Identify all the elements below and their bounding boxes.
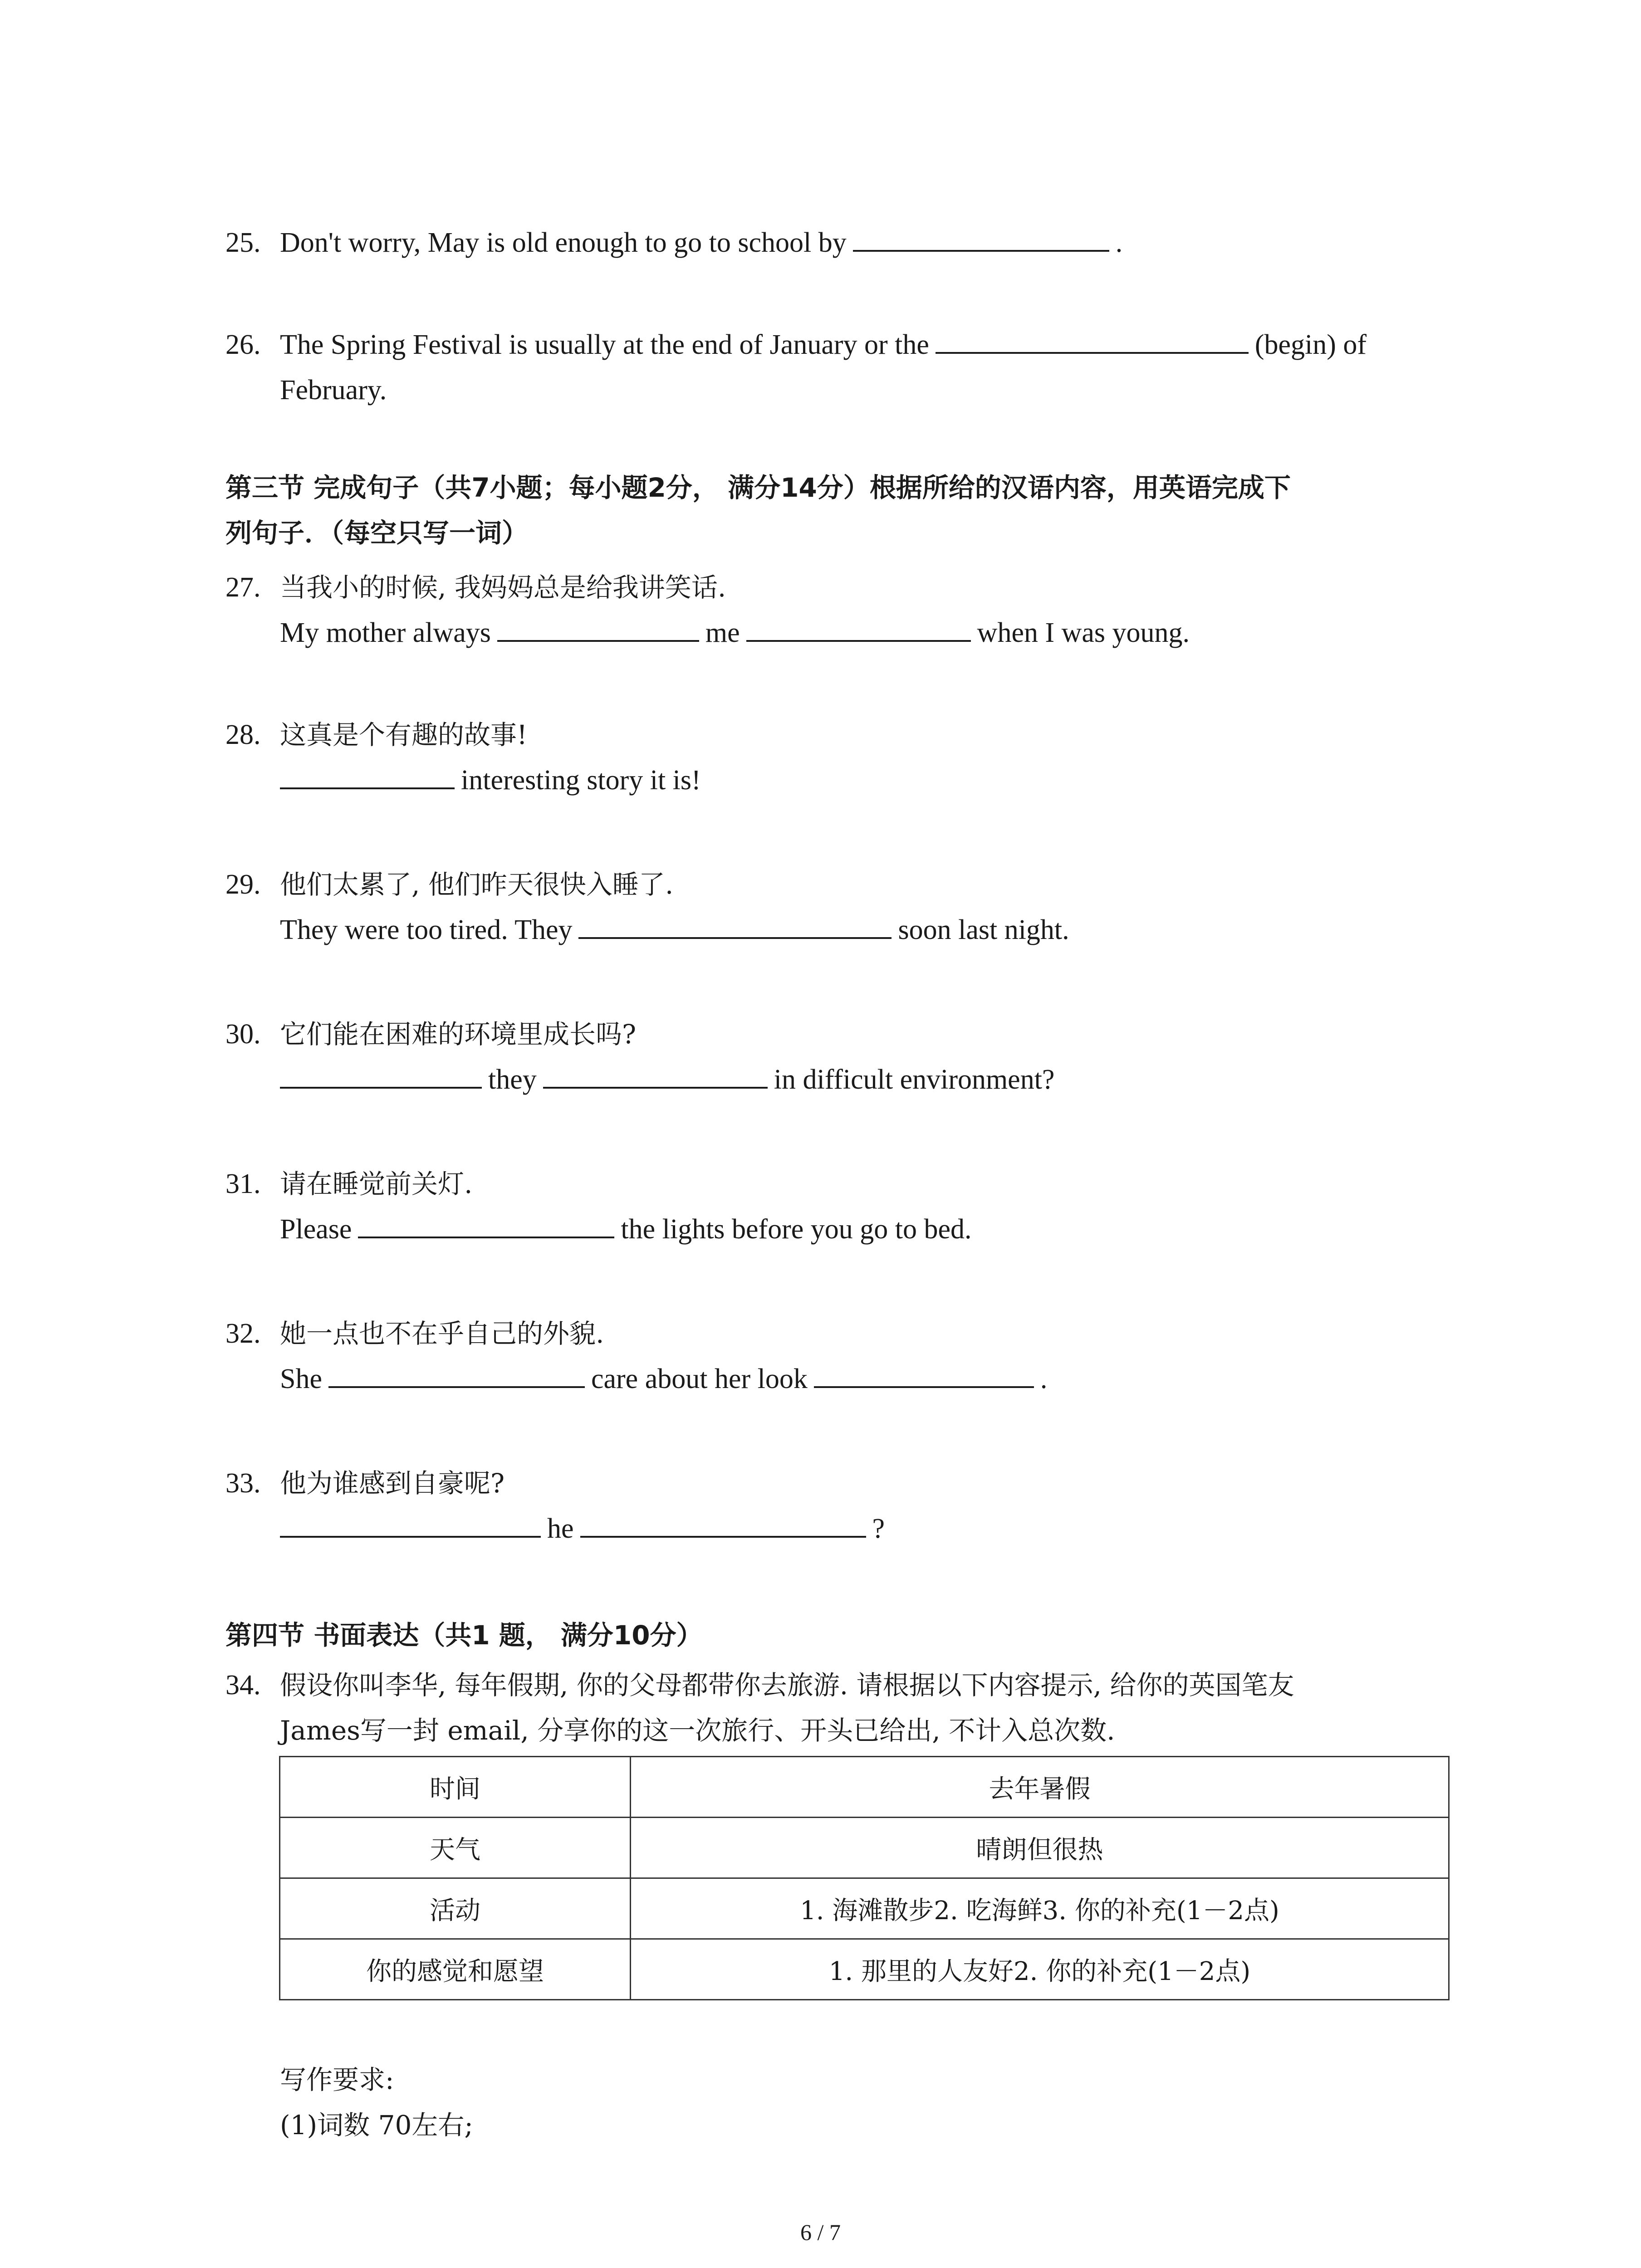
- section-3-heading: [225, 465, 1450, 556]
- table-cell-label: 天气: [280, 1818, 631, 1878]
- table-row: [280, 1939, 1449, 2000]
- question-text: in difficult environment?: [774, 1064, 1055, 1095]
- answer-blank[interactable]: [746, 613, 971, 642]
- question-text: 假设你叫李华, 每年假期, 你的父母都带你去旅游. 请根据以下内容提示, 给你的英国笔友: [280, 1670, 1294, 1701]
- answer-blank[interactable]: [936, 325, 1249, 354]
- answer-blank[interactable]: [280, 1060, 482, 1089]
- question-number: 26.: [225, 329, 261, 360]
- question-text: me: [705, 617, 740, 648]
- question-text: My mother always: [280, 617, 491, 648]
- question-text: when I was young.: [977, 617, 1190, 648]
- question-number: 31.: [225, 1168, 261, 1199]
- table-cell-value: 晴朗但很热: [631, 1818, 1449, 1878]
- requirement-item: (1)词数 70左右;: [280, 2110, 473, 2141]
- question-text: ?: [872, 1513, 885, 1544]
- question-text: Don't worry, May is old enough to go to school by: [280, 227, 847, 258]
- answer-blank[interactable]: [280, 760, 455, 789]
- question-text: the lights before you go to bed.: [621, 1214, 972, 1245]
- question-number: 33.: [225, 1468, 261, 1499]
- section-title: 列句子．（每空只写一词）: [225, 518, 529, 548]
- question-text: .: [1115, 227, 1123, 258]
- section-title: 第三节 完成句子（共7小题；每小题2分， 满分14分）根据所给的汉语内容，用英语完成下: [225, 472, 1291, 503]
- chinese-prompt: 他为谁感到自豪呢?: [280, 1468, 505, 1499]
- question-number: 32.: [225, 1318, 261, 1349]
- question-27: [225, 565, 1450, 655]
- question-32: [225, 1311, 1450, 1402]
- answer-blank[interactable]: [497, 613, 699, 642]
- question-text: They were too tired. They: [280, 914, 573, 945]
- table-cell-label: 时间: [280, 1757, 631, 1818]
- question-text: February.: [280, 375, 387, 406]
- chinese-prompt: 这真是个有趣的故事!: [280, 719, 528, 750]
- question-number: 29.: [225, 869, 261, 900]
- answer-blank[interactable]: [280, 1509, 541, 1538]
- question-text: interesting story it is!: [461, 765, 701, 796]
- table-cell-value: 1. 海滩散步2. 吃海鲜3. 你的补充(1－2点): [631, 1878, 1449, 1939]
- question-29: [225, 862, 1450, 953]
- page-number: 6 / 7: [800, 2219, 841, 2245]
- question-number: 30.: [225, 1019, 261, 1050]
- answer-blank[interactable]: [578, 910, 892, 939]
- table-cell-value: 1. 那里的人友好2. 你的补充(1－2点): [631, 1939, 1449, 2000]
- question-number: 28.: [225, 719, 261, 750]
- chinese-prompt: 当我小的时候, 我妈妈总是给我讲笑话.: [280, 572, 726, 603]
- chinese-prompt: 她一点也不在乎自己的外貌.: [280, 1318, 604, 1349]
- question-34: [225, 1662, 1450, 1753]
- answer-blank[interactable]: [580, 1509, 866, 1538]
- question-text: soon last night.: [898, 914, 1069, 945]
- question-text: The Spring Festival is usually at the end of January or the: [280, 329, 929, 360]
- question-31: [225, 1161, 1450, 1252]
- question-25: [225, 220, 1450, 265]
- question-26: [225, 322, 1450, 413]
- chinese-prompt: 请在睡觉前关灯.: [280, 1168, 473, 1199]
- question-text: they: [488, 1064, 537, 1095]
- question-text: Please: [280, 1214, 352, 1245]
- writing-requirements: [225, 2057, 1450, 2148]
- question-number: 34.: [225, 1670, 261, 1701]
- prompt-table: [279, 1756, 1450, 2000]
- question-28: [225, 712, 1450, 803]
- table-cell-label: 你的感觉和愿望: [280, 1939, 631, 2000]
- question-text: She: [280, 1364, 322, 1394]
- chinese-prompt: 它们能在困难的环境里成长吗?: [280, 1019, 637, 1050]
- question-30: [225, 1012, 1450, 1102]
- table-row: [280, 1878, 1449, 1939]
- question-text: care about her look: [591, 1364, 808, 1394]
- answer-blank[interactable]: [328, 1359, 585, 1388]
- question-33: [225, 1461, 1450, 1551]
- question-number: 27.: [225, 572, 261, 603]
- question-text: he: [547, 1513, 574, 1544]
- answer-blank[interactable]: [543, 1060, 768, 1089]
- question-number: 25.: [225, 227, 261, 258]
- section-title: 第四节 书面表达（共1 题， 满分10分）: [225, 1620, 703, 1651]
- answer-blank[interactable]: [814, 1359, 1034, 1388]
- requirements-title: 写作要求:: [280, 2064, 394, 2095]
- question-text: (begin) of: [1254, 329, 1367, 360]
- table-row: [280, 1818, 1449, 1878]
- question-text: James写一封 email, 分享你的这一次旅行、开头已给出, 不计入总次数.: [280, 1715, 1115, 1746]
- table-cell-label: 活动: [280, 1878, 631, 1939]
- table-row: [280, 1757, 1449, 1818]
- chinese-prompt: 他们太累了, 他们昨天很快入睡了.: [280, 869, 674, 900]
- table-cell-value: 去年暑假: [631, 1757, 1449, 1818]
- answer-blank[interactable]: [358, 1209, 614, 1238]
- question-text: .: [1040, 1364, 1048, 1394]
- answer-blank[interactable]: [853, 223, 1109, 252]
- section-4-heading: [225, 1613, 1450, 1658]
